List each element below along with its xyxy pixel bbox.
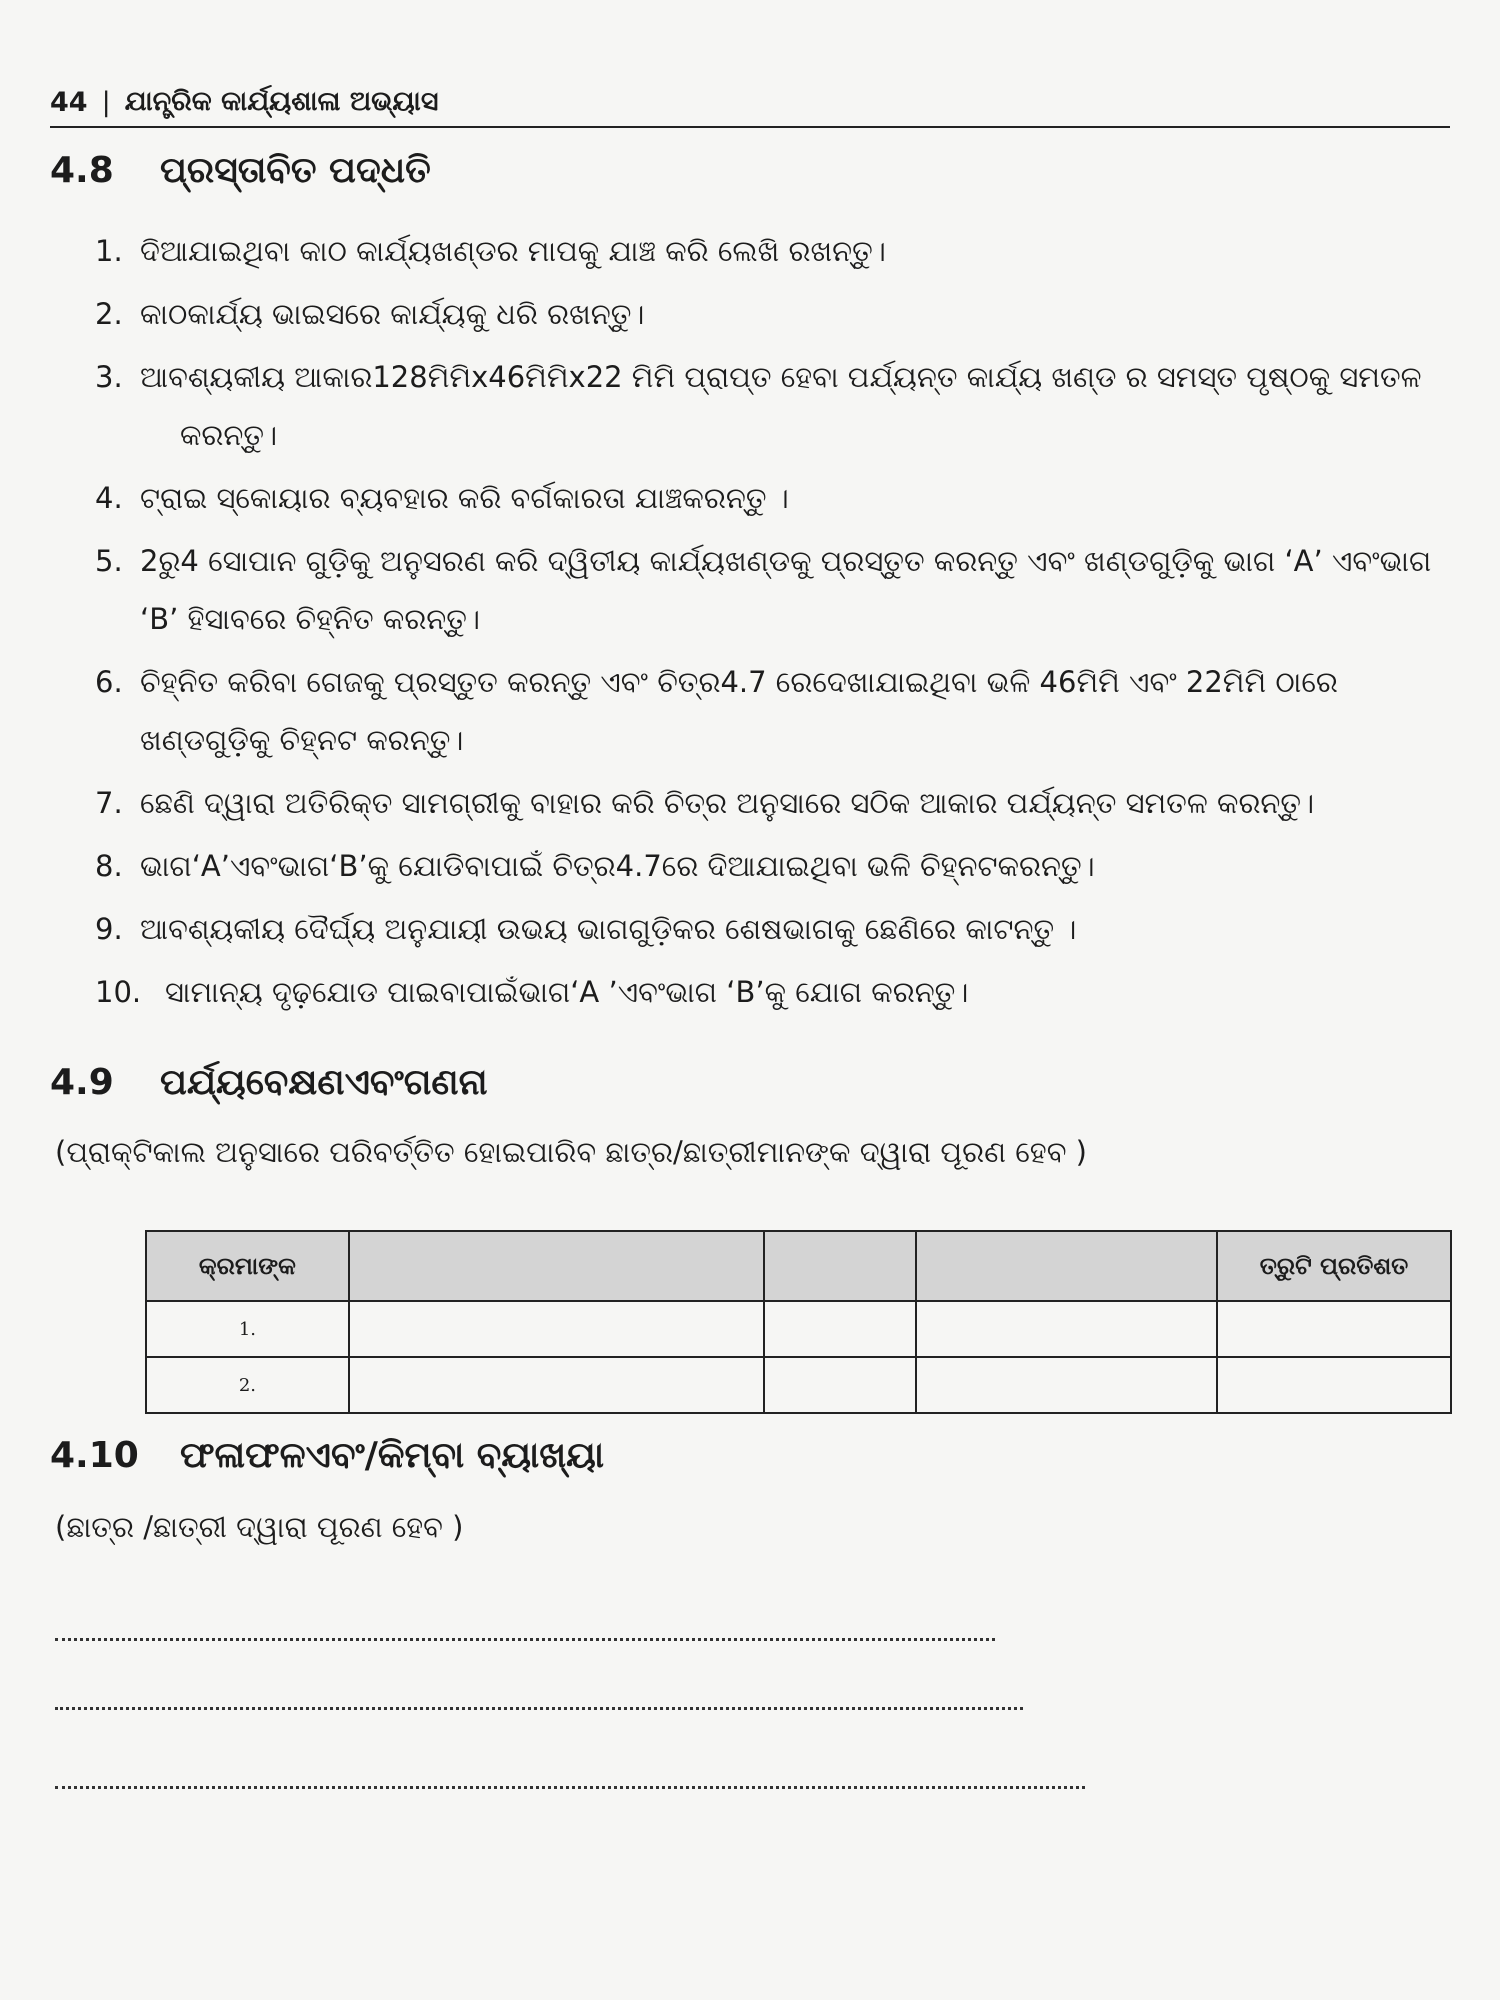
- section-number: 4.10: [50, 1435, 139, 1476]
- step-item: [95, 532, 1455, 648]
- step-number: 3.: [95, 360, 123, 394]
- step-item: [95, 900, 1455, 958]
- step-text: ଚିହ୍ନିତ କରିବା ଗେଜକୁ ପ୍ରସ୍ତୁତ କରନ୍ତୁ ଏବଂ ଚିତ୍ର4.7 ରେଦେଖାଯାଇଥିବା ଭଳି 46ମିମି ଏବଂ 22ମିମି ଠାରେ ଖଣ୍ଡଗୁଡ଼ିକୁ ଚିହ୍ନଟ କରନ୍ତୁ।: [140, 665, 1338, 757]
- step-item: [95, 653, 1455, 769]
- table-cell: [349, 1357, 764, 1413]
- step-item: [95, 348, 1455, 464]
- step-item: [95, 469, 1455, 527]
- step-number: 4.: [95, 481, 123, 515]
- column-header: [764, 1231, 916, 1301]
- step-text: ଆବଶ୍ୟକୀୟ ଆକାର128ମିମିx46ମିମିx22 ମିମି ପ୍ରାପ୍ତ ହେବା ପର୍ଯ୍ୟନ୍ତ କାର୍ଯ୍ୟ ଖଣ୍ଡ ର ସମସ୍ତ ପୃଷ୍ଠକୁ ସମତଳ: [140, 360, 1422, 394]
- step-item: [95, 774, 1455, 832]
- section-title: ପ୍ରସ୍ତାବିତ ପଦ୍ଧତି: [160, 150, 431, 191]
- step-number: 2.: [95, 297, 123, 331]
- step-text: ଭାଗ‘A’ଏବଂଭାଗ‘B’କୁ ଯୋଡିବାପାଇଁ ଚିତ୍ର4.7ରେ ଦିଆଯାଇଥିବା ଭଳି ଚିହ୍ନଟକରନ୍ତୁ।: [140, 849, 1095, 883]
- section-number: 4.9: [50, 1062, 114, 1103]
- table-cell: [1217, 1357, 1451, 1413]
- step-text: 2ରୁ4 ସୋପାନ ଗୁଡ଼ିକୁ ଅନୁସରଣ କରି ଦ୍ୱିତୀୟ କାର୍ଯ୍ୟଖଣ୍ଡକୁ ପ୍ରସ୍ତୁତ କରନ୍ତୁ ଏବଂ ଖଣ୍ଡଗୁଡ଼ିକୁ ଭାଗ ‘A’ ଏବଂଭାଗ ‘B’ ହିସାବରେ ଚିହ୍ନିତ କରନ୍ତୁ।: [140, 544, 1432, 636]
- step-item: [95, 837, 1455, 895]
- step-text: ଛେଣି ଦ୍ୱାରା ଅତିରିକ୍ତ ସାମଗ୍ରୀକୁ ବାହାର କରି ଚିତ୍ର ଅନୁସାରେ ସଠିକ ଆକାର ପର୍ଯ୍ୟନ୍ତ ସମତଳ କରନ୍ତୁ।: [140, 786, 1315, 820]
- page-number: 44: [50, 86, 88, 118]
- section-number: 4.8: [50, 150, 114, 191]
- step-item: [95, 963, 1455, 1021]
- step-text-continuation: କରନ୍ତୁ।: [180, 418, 278, 452]
- step-number: 1.: [95, 234, 123, 268]
- step-number: 7.: [95, 786, 123, 820]
- table-cell: [916, 1357, 1217, 1413]
- table-cell-serial: 2.: [146, 1357, 349, 1413]
- step-text: ଟ୍ରାଇ ସ୍କୋୟାର ବ୍ୟବହାର କରି ବର୍ଗକାରତା ଯାଞ୍ଚକରନ୍ତୁ ।: [140, 481, 789, 515]
- answer-line: [55, 1638, 995, 1641]
- section-4-9-heading: [50, 1062, 488, 1104]
- section-title: ଫଳାଫଳଏବଂ/କିମ୍ବା ବ୍ୟାଖ୍ୟା: [180, 1435, 605, 1476]
- observation-table: [145, 1230, 1452, 1414]
- step-number: 10.: [95, 975, 142, 1009]
- section-4-8-heading: [50, 150, 431, 192]
- step-number: 5.: [95, 544, 123, 578]
- table-cell: [1217, 1301, 1451, 1357]
- section-title: ପର୍ଯ୍ୟବେକ୍ଷଣଏବଂଗଣନା: [160, 1062, 488, 1103]
- step-text: ସାମାନ୍ୟ ଦୃଢ଼ଯୋଡ ପାଇବାପାଇଁଭାଗ‘A ’ଏବଂଭାଗ ‘B’କୁ ଯୋଗ କରନ୍ତୁ।: [165, 975, 969, 1009]
- table-cell: [349, 1301, 764, 1357]
- column-header-error-percent: ତ୍ରୁଟି ପ୍ରତିଶତ: [1217, 1231, 1451, 1301]
- answer-line: [55, 1707, 1023, 1710]
- column-header-serial: କ୍ରମାଙ୍କ: [146, 1231, 349, 1301]
- table-header-row: [146, 1231, 1451, 1301]
- step-text: ଆବଶ୍ୟକୀୟ ଦୈର୍ଘ୍ୟ ଅନୁଯାୟୀ ଉଭୟ ଭାଗଗୁଡ଼ିକର ଶେଷଭାଗକୁ ଛେଣିରେ କାଟନ୍ତୁ ।: [140, 912, 1077, 946]
- step-item: [95, 285, 1455, 343]
- step-text: କାଠକାର୍ଯ୍ୟ ଭାଇସରେ କାର୍ଯ୍ୟକୁ ଧରି ରଖନ୍ତୁ।: [140, 297, 645, 331]
- table-row: [146, 1301, 1451, 1357]
- step-number: 6.: [95, 665, 123, 699]
- table-cell: [764, 1357, 916, 1413]
- book-title: ଯାନ୍ତ୍ରିକ କାର୍ଯ୍ୟଶାଳା ଅଭ୍ୟାସ: [124, 86, 439, 117]
- step-text: ଦିଆଯାଇଥିବା କାଠ କାର୍ଯ୍ୟଖଣ୍ଡର ମାପକୁ ଯାଞ୍ଚ କରି ଲେଖି ରଖନ୍ତୁ।: [140, 234, 886, 268]
- running-header: [50, 78, 1450, 128]
- step-number: 9.: [95, 912, 123, 946]
- column-header: [349, 1231, 764, 1301]
- column-header: [916, 1231, 1217, 1301]
- section-4-10-heading: [50, 1435, 604, 1477]
- table-cell: [916, 1301, 1217, 1357]
- table-row: [146, 1357, 1451, 1413]
- table-cell-serial: 1.: [146, 1301, 349, 1357]
- header-separator: |: [101, 86, 111, 118]
- section-4-9-note: (ପ୍ରାକ୍ଟିକାଲ ଅନୁସାରେ ପରିବର୍ତ୍ତିତ ହୋଇପାରିବ ଛାତ୍ର/ଛାତ୍ରୀମାନଙ୍କ ଦ୍ୱାରା ପୂରଣ ହେବ ): [55, 1135, 1087, 1169]
- table-cell: [764, 1301, 916, 1357]
- answer-line: [55, 1786, 1085, 1789]
- step-number: 8.: [95, 849, 123, 883]
- procedure-steps: [95, 222, 1455, 1026]
- step-item: [95, 222, 1455, 280]
- section-4-10-note: (ଛାତ୍ର /ଛାତ୍ରୀ ଦ୍ୱାରା ପୂରଣ ହେବ ): [55, 1510, 464, 1544]
